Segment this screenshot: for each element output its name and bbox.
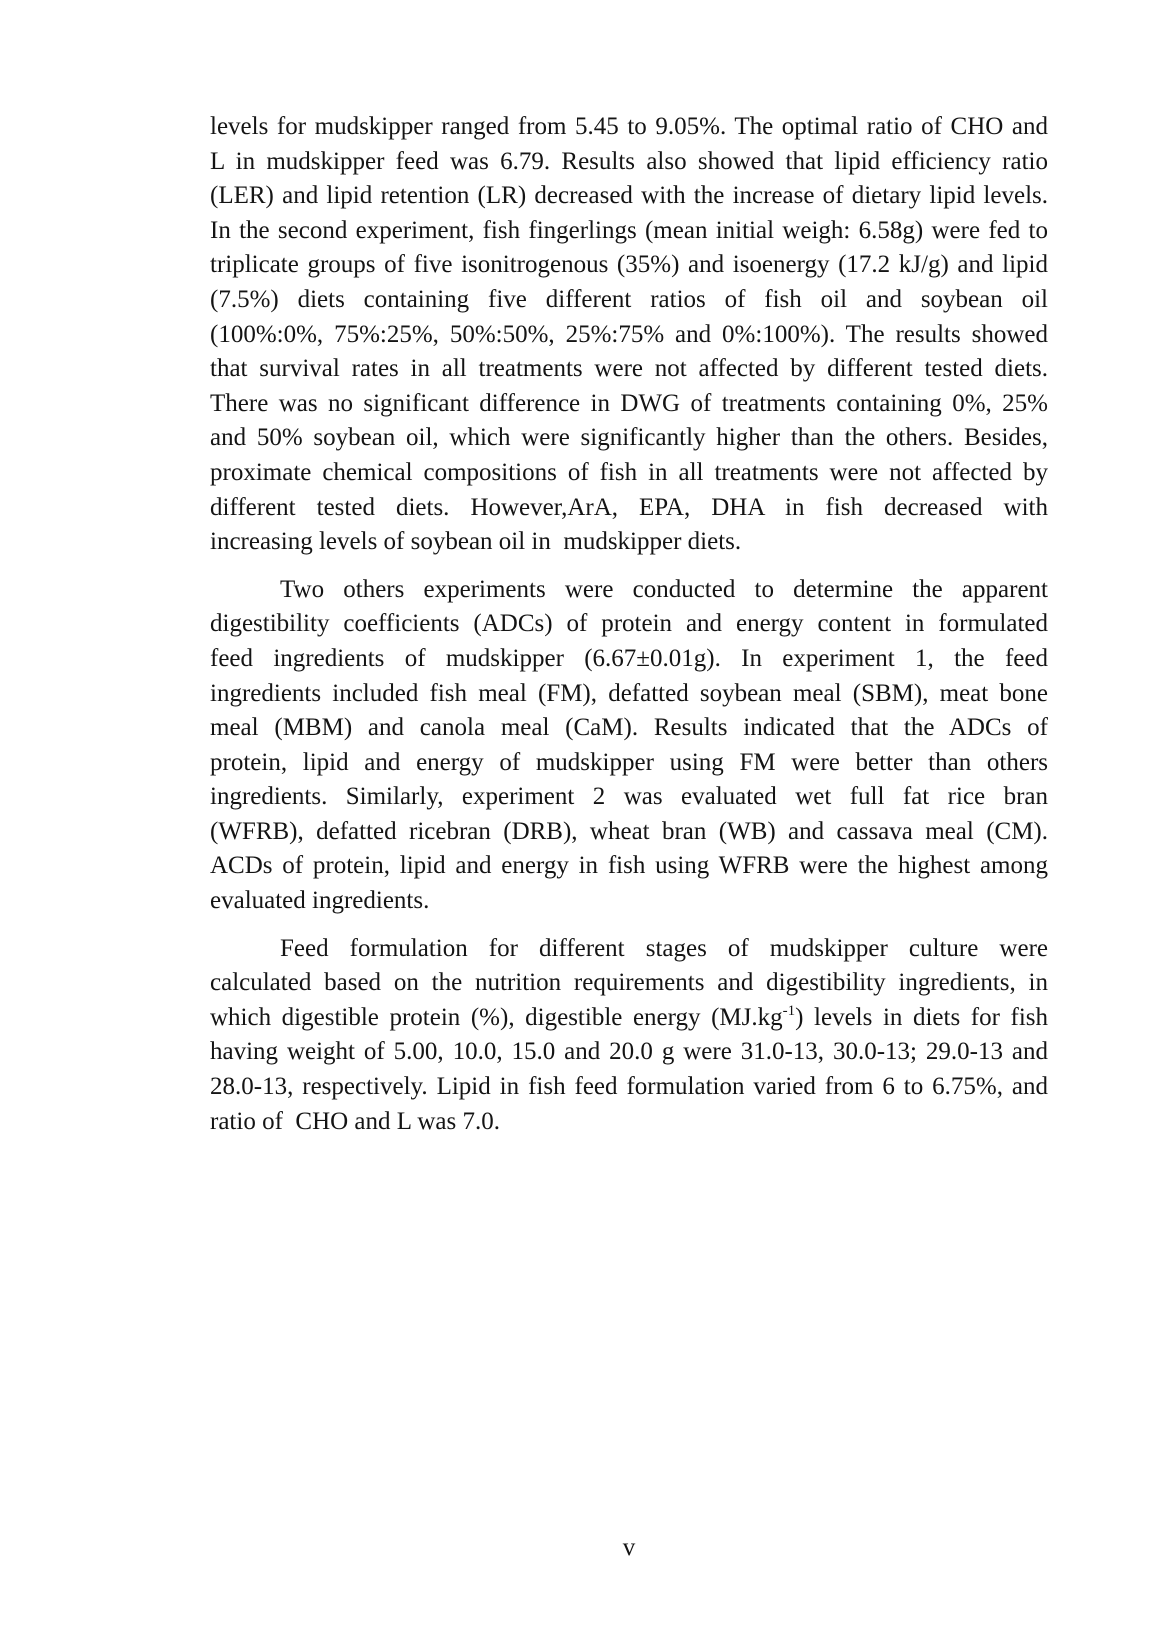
text-line: 28.0-13, respectively. Lipid in fish feed formulation varied from 6 to 6.75%, and [210,1073,1048,1101]
text-line: having weight of 5.00, 10.0, 15.0 and 20.0 g were 31.0-13, 30.0-13; 29.0-13 and [210,1038,1048,1066]
text-line: ratio of CHO and L was 7.0. [210,1107,500,1135]
text-line-with-superscript [210,1001,1048,1036]
page-number: v [622,1534,636,1561]
text-segment: ) levels in diets for fish [795,1003,1048,1031]
text-line: ingredients. Similarly, experiment 2 was evaluated wet full fat rice bran [210,783,1048,811]
text-line: There was no significant difference in DWG of treatments containing 0%, 25% [210,389,1048,417]
text-line: (WFRB), defatted ricebran (DRB), wheat bran (WB) and cassava meal (CM). [210,817,1048,845]
text-line: levels for mudskipper ranged from 5.45 to 9.05%. The optimal ratio of CHO and [210,113,1048,140]
text-line: different tested diets. However,ArA, EPA, DHA in fish decreased with [210,493,1048,521]
text-line: Feed formulation for different stages of mudskipper culture were [280,934,1048,962]
text-line: meal (MBM) and canola meal (CaM). Results indicated that the ADCs of [210,714,1048,742]
superscript-exponent: -1 [782,1002,796,1019]
text-line: ACDs of protein, lipid and energy in fish using WFRB were the highest among [210,852,1048,880]
text-line: and 50% soybean oil, which were significantly higher than the others. Besides, [210,424,1048,452]
text-line: Two others experiments were conducted to determine the apparent [280,575,1048,603]
text-line: (7.5%) diets containing five different ratios of fish oil and soybean oil [210,285,1048,313]
text-segment: which digestible protein (%), digestible energy (MJ.kg [210,1003,783,1031]
text-line: (LER) and lipid retention (LR) decreased with the increase of dietary lipid levels. [210,182,1048,210]
text-line: proximate chemical compositions of fish in all treatments were not affected by [210,458,1048,486]
text-line: L in mudskipper feed was 6.79. Results also showed that lipid efficiency ratio [210,147,1048,175]
paragraph-1 [210,110,1048,560]
text-line: calculated based on the nutrition requirements and digestibility ingredients, in [210,969,1048,997]
text-line: (100%:0%, 75%:25%, 50%:50%, 25%:75% and 0%:100%). The results showed [210,320,1048,348]
text-line: protein, lipid and energy of mudskipper using FM were better than others [210,748,1048,776]
text-line: triplicate groups of five isonitrogenous (35%) and isoenergy (17.2 kJ/g) and lipid [210,251,1048,279]
text-line: ingredients included fish meal (FM), defatted soybean meal (SBM), meat bone [210,679,1048,707]
paragraph-2 [210,573,1048,919]
abstract-text-block [210,110,1048,1139]
text-line: increasing levels of soybean oil in mudskipper diets. [210,528,742,556]
text-line: digestibility coefficients (ADCs) of protein and energy content in formulated [210,610,1048,638]
paragraph-3 [210,932,1048,1140]
text-line: feed ingredients of mudskipper (6.67±0.01g). In experiment 1, the feed [210,644,1048,672]
text-line: In the second experiment, fish fingerlings (mean initial weigh: 6.58g) were fed to [210,216,1048,244]
text-line: evaluated ingredients. [210,887,430,915]
text-line: that survival rates in all treatments were not affected by different tested diets. [210,355,1048,383]
